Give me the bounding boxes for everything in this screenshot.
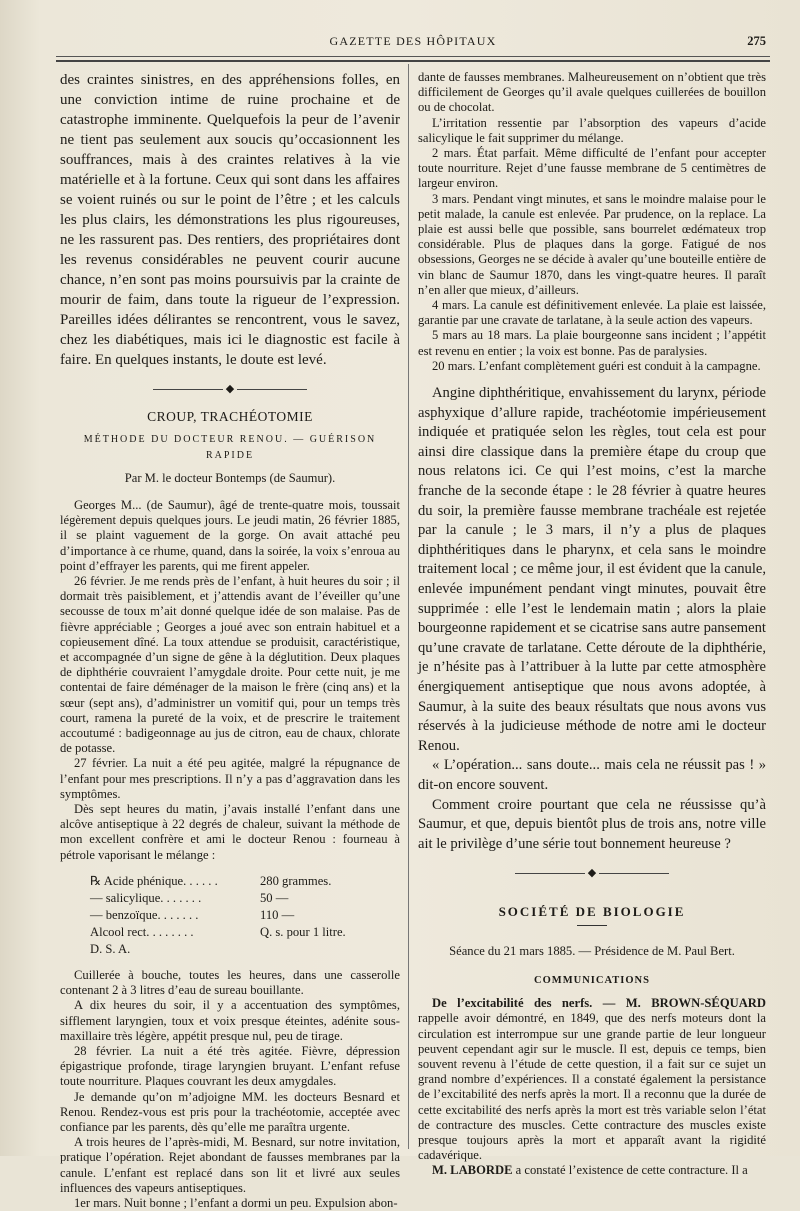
page-number: 275 <box>747 34 766 48</box>
short-rule <box>577 925 607 926</box>
communication-paragraph: M. LABORDE a constaté l’existence de cette contracture. Il a <box>432 1163 748 1178</box>
paragraph: 26 février. Je me rends près de l’enfant, à huit heures du soir ; il dormait très paisiblement, et j’attendis avant de l’éveiller qu’une secousse de toux m’ait donné quelque idée de son malaise. Pas de fièvre appréciable ; Georges a joué avec son entrain habituel et a copieusement dîné. La toux attendue se produisit, caractéristique, et accompagnée d’un signe de gêne à la déglutition. Deux plaques de diphthérie couvraient l’amygdale droite. Pour cette nuit, je me contentai de faire déménager de la maison le frère (cinq ans) et la sœur (sept ans), d’administrer un vomitif qui, pour un temps très court, ramena la pureté de la voix, et de prescrire le traitement accoutumé : badigeonnage au jus de citron, eau de chaux, chlorate de potasse. <box>60 574 400 756</box>
page-header <box>56 34 770 54</box>
prescription-row: D. S. A. <box>90 941 131 956</box>
paragraph: A dix heures du soir, il y a accentuation des symptômes, sifflement laryngien, toux et voix presque éteintes, adénite sous-maxillaire très légère, appétit presque nul, peu de tirage. <box>60 998 400 1043</box>
communications-heading: COMMUNICATIONS <box>534 974 650 986</box>
column-separator <box>408 64 409 1149</box>
paragraph: 3 mars. Pendant vingt minutes, et sans le moindre malaise pour le petit malade, la canule est enlevée. Par prudence, on la replace. La plaie est aussi belle que possible, sans bourrelet œdémateux trop considérable. Plus de plaques dans la gorge. Fatigué de nos obsessions, Georges ne se décide à avaler qu’une bouteille entière de vin blanc de Saumur 1870, dans les vingt-quatre heures. Il paraît n’en aller que mieux, d’ailleurs. <box>418 191 766 297</box>
prescription-row: — salicylique. . . . . . . 50 — <box>90 890 289 905</box>
paragraph: Dès sept heures du matin, j’avais installé l’enfant dans une alcôve antiseptique à 22 degrés de chaleur, suivant la méthode de mon excellent confrère et ami le docteur Renou : fourneau à pétrole vaporisant le mélange : <box>60 802 400 862</box>
paragraph: dante de fausses membranes. Malheureusement on n’obtient que très difficilement de Georges qu’il avale quelques cuillerées de bouillon ou de chocolat. <box>418 70 766 115</box>
method-line: MÉTHODE DU DOCTEUR RENOU. — GUÉRISON RAPIDE <box>83 434 377 461</box>
paragraph: 4 mars. La canule est définitivement enlevée. La plaie est laissée, garantie par une cravate de tarlatane, à la seule action des vapeurs. <box>418 298 766 328</box>
running-title: GAZETTE DES HÔPITAUX <box>329 34 497 48</box>
paragraph: L’irritation ressentie par l’absorption des vapeurs d’acide salicylique le fait supprimer du mélange. <box>418 115 766 145</box>
ornament-divider: ◆ <box>418 866 766 881</box>
article-title: CROUP, TRACHÉOTOMIE <box>147 409 313 425</box>
right-column <box>418 70 766 1179</box>
prescription-row: ℞ Acide phénique. . . . . . 280 grammes. <box>90 873 332 888</box>
paragraph: Je demande qu’on m’adjoigne MM. les docteurs Besnard et Renou. Rendez-vous est pris pour la trachéotomie, acceptée avec confiance par les parents, dès qu’elle me paraîtra urgente. <box>60 1089 400 1134</box>
paragraph: Cuillerée à bouche, toutes les heures, dans une casserolle contenant 2 à 3 litres d’eau de sureau bouillante. <box>60 967 400 998</box>
prescription-row: Alcool rect. . . . . . . . Q. s. pour 1 litre. <box>90 924 346 939</box>
session-line: Séance du 21 mars 1885. — Présidence de M. Paul Bert. <box>449 943 735 958</box>
paragraph: 28 février. La nuit a été très agitée. Fièvre, dépression épigastrique profonde, tirage laryngien bruyant. L’enfant refuse toute nourriture. Plaques couvrant les deux amygdales. <box>60 1043 400 1089</box>
paragraph: 5 mars au 18 mars. La plaie bourgeonne sans incident ; l’appétit est revenu en entier ; la voix est bonne. Pas de paralysies. <box>418 328 766 358</box>
byline: Par M. le docteur Bontemps (de Saumur). <box>124 470 336 485</box>
commentary-paragraph: Angine diphthéritique, envahissement du larynx, période asphyxique d’allure rapide, trachéotomie impérieusement indiquée et pratiquée selon les règles, tout cela est pour ainsi dire classique dans la première étape du croup que nous relatons ici. Ce qui l’est moins, c’est la marche franche de la seconde étape : le 28 février à quatre heures du soir, la première fausse membrane trachéale est rejetée par la canule ; le 3 mars, il n’y a plus de plaques diphthéritiques dans le pharynx, et cela sans le moindre traitement local ; ce même jour, il est évident que la canule, enlevée impunément pendant vingt minutes, pouvait être supprimée : elle l’est le lendemain matin ; alors la plaie bourgeonne rapidement et se cicatrise sans autre pansement qu’une cravate de tarlatane. Cette déroute de la diphthérie, je n’hésite pas à l’attribuer à la lutte par cette atmosphère énergiquement antiseptique que nous avons adoptée, à Saumur, à la suite des beaux résultats que nous avons vus réservés à la judicieuse méthode de notre ami le docteur Renou. <box>418 385 766 754</box>
ornament-divider: ◆ <box>60 382 400 397</box>
header-rule-thick <box>56 60 770 62</box>
intro-paragraph: des craintes sinistres, en des appréhensions folles, en une conviction intime de ruine prochaine et de catastrophe imminente. Quelquefois la peur de l’avenir ne tient pas seulement aux soucis qu’occasionnent les souffrances, mais à des craintes relatives à la vie matérielle et à la fortune. Ceux qui sont dans les affaires se voient ruinés ou sur le point de l’être ; et les calculs les plus clairs, les démonstrations les plus rigoureuses, ne les rassurent pas. Des rentiers, des propriétaires dont les revenus considérables ne peuvent courir aucune chance, n’en sont pas moins poursuivis par la crainte de mourir de faim, dans toute la rigueur de l’expression. Pareilles idées délirantes se rencontrent, vous le savez, chez les diabétiques, mais ici le diagnostic est facile à faire. En quelques instants, le doute est levé. <box>60 72 400 368</box>
paragraph: 2 mars. État parfait. Même difficulté de l’enfant pour accepter toute nourriture. Rejet d’une fausse membrane de 5 centimètres de largeur environ. <box>418 146 766 191</box>
communication-lead: M. LABORDE <box>432 1163 513 1178</box>
paragraph: 1er mars. Nuit bonne ; l’enfant a dormi un peu. Expulsion abon- <box>74 1195 398 1210</box>
communication-paragraph: De l’excitabilité des nerfs. — M. BROWN-SÉQUARD rappelle avoir démontré, en 1849, que des nerfs moteurs dont la circulation est interrompue sur une grande partie de leur longueur peuvent cependant agir sur le muscle. Il est, depuis ce temps, bien souvent revenu à l’étude de cette question, il a fait sur ce sujet un grand nombre d’expériences. Il a constaté également la persistance de l’excitabilité des nerfs après la mort. Il a reconnu que la durée de cette excitabilité des nerfs après la mort est très variable selon l’état de contracture des muscles. Cette contracture des muscles existe presque toujours après la mort et apparaît avant la rigidité cadavérique. <box>418 996 766 1163</box>
commentary-paragraph: « L’opération... sans doute... mais cela ne réussit pas ! » dit-on encore souvent. <box>418 757 766 793</box>
paragraph: A trois heures de l’après-midi, M. Besnard, sur notre invitation, pratique l’opération. Rejet abondant de fausses membranes par la canule. L’enfant est replacé dans son lit et livré aux seules influences des vapeurs antiseptiques. <box>60 1135 400 1195</box>
paragraph: 27 février. La nuit a été peu agitée, malgré la répugnance de l’enfant pour mes prescriptions. Il n’y a pas d’aggravation dans les symptômes. <box>60 756 400 801</box>
communication-lead: De l’excitabilité des nerfs. — M. BROWN-SÉQUARD <box>432 996 766 1011</box>
paragraph: Georges M... (de Saumur), âgé de trente-quatre mois, toussait légèrement depuis quelques jours. Le jeudi matin, 26 février 1885, il se plaint vaguement de la gorge. On avait attaché peu d’importance à ce rhume, quand, dans la soirée, la voix s’enroua au point d’effrayer les parents, qui me firent appeler. <box>60 498 400 573</box>
commentary-paragraph: Comment croire pourtant que cela ne réussisse qu’à Saumur, et que, depuis bientôt plus de trois ans, notre ville ait le privilège d’une série tout bonnement heureuse ? <box>418 796 766 852</box>
left-column <box>60 70 400 1211</box>
prescription <box>90 873 400 958</box>
header-rule <box>56 56 770 57</box>
section-title: SOCIÉTÉ DE BIOLOGIE <box>498 903 686 919</box>
prescription-row: — benzoïque. . . . . . . 110 — <box>90 907 295 922</box>
paragraph: 20 mars. L’enfant complètement guéri est conduit à la campagne. <box>432 358 761 373</box>
